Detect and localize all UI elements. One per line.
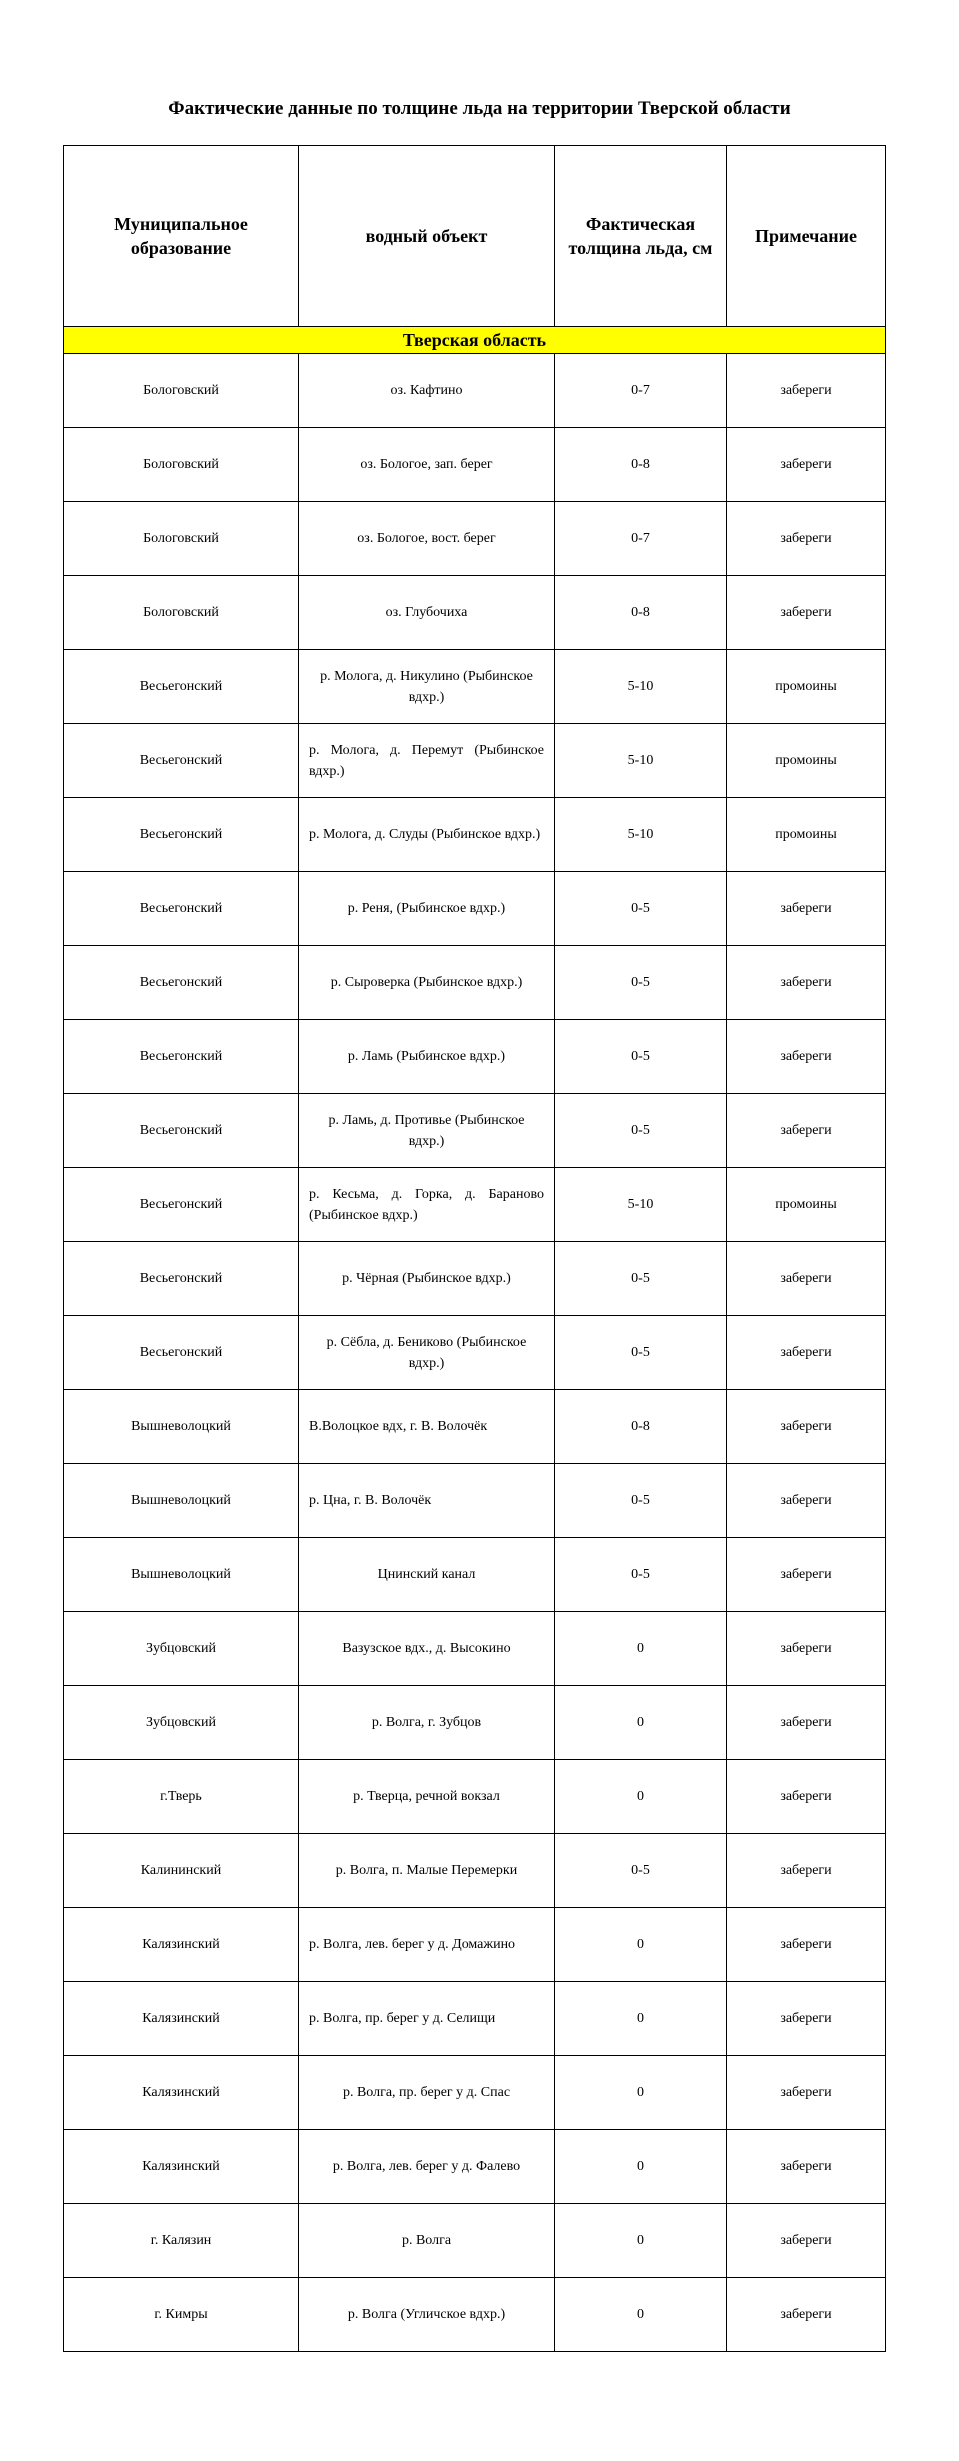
- water-body-text: р. Волга, пр. берег у д. Спас: [342, 2085, 511, 2100]
- water-body-cell: [299, 872, 555, 946]
- thickness-cell: 5-10: [555, 650, 727, 724]
- water-body-text: р. Волга, лев. берег у д. Фалево: [332, 2159, 521, 2174]
- thickness-cell: 5-10: [555, 798, 727, 872]
- municipality-cell: Бологовский: [64, 502, 299, 576]
- water-body-cell: [299, 354, 555, 428]
- water-body-text: р. Тверца, речной вокзал: [353, 1789, 500, 1804]
- header-water-body: водный объект: [299, 146, 555, 327]
- water-body-cell: [299, 1242, 555, 1316]
- table-row: [64, 1316, 886, 1390]
- table-row: [64, 502, 886, 576]
- table-row: [64, 2056, 886, 2130]
- water-body-text: Вазузское вдх., д. Высокино: [342, 1641, 511, 1656]
- municipality-cell: г.Тверь: [64, 1760, 299, 1834]
- municipality-cell: Калязинский: [64, 1982, 299, 2056]
- thickness-cell: 5-10: [555, 724, 727, 798]
- document-title: Фактические данные по толщине льда на территории Тверской области: [168, 98, 791, 119]
- note-cell: забереги: [727, 502, 886, 576]
- note-cell: забереги: [727, 1316, 886, 1390]
- water-body-cell: [299, 428, 555, 502]
- water-body-cell: [299, 1686, 555, 1760]
- municipality-cell: Вышневолоцкий: [64, 1390, 299, 1464]
- water-body-text: Цнинский канал: [377, 1567, 476, 1582]
- water-body-cell: [299, 946, 555, 1020]
- note-cell: забереги: [727, 872, 886, 946]
- thickness-cell: 0-5: [555, 1464, 727, 1538]
- municipality-cell: Весьегонский: [64, 724, 299, 798]
- water-body-text: р. Ламь (Рыбинское вдхр.): [347, 1049, 506, 1064]
- municipality-cell: Весьегонский: [64, 1316, 299, 1390]
- water-body-text: р. Волга (Угличское вдхр.): [347, 2307, 506, 2322]
- municipality-cell: Зубцовский: [64, 1686, 299, 1760]
- municipality-cell: Весьегонский: [64, 650, 299, 724]
- water-body-text: р. Молога, д. Перемут (Рыбинское вдхр.): [309, 742, 544, 779]
- municipality-cell: Весьегонский: [64, 1094, 299, 1168]
- table-row: [64, 1242, 886, 1316]
- note-cell: забереги: [727, 1686, 886, 1760]
- municipality-cell: Весьегонский: [64, 1020, 299, 1094]
- note-cell: забереги: [727, 946, 886, 1020]
- water-body-cell: [299, 1390, 555, 1464]
- municipality-cell: Калязинский: [64, 2056, 299, 2130]
- thickness-cell: 0-5: [555, 1242, 727, 1316]
- water-body-cell: [299, 576, 555, 650]
- table-row: [64, 1020, 886, 1094]
- table-row: [64, 1760, 886, 1834]
- note-cell: промоины: [727, 724, 886, 798]
- water-body-text: оз. Кафтино: [390, 383, 463, 398]
- thickness-cell: 0: [555, 1612, 727, 1686]
- thickness-cell: 0-5: [555, 946, 727, 1020]
- water-body-text: р. Ламь, д. Противье (Рыбинское вдхр.): [328, 1112, 525, 1149]
- note-cell: забереги: [727, 1464, 886, 1538]
- thickness-cell: 0: [555, 2056, 727, 2130]
- municipality-cell: Бологовский: [64, 576, 299, 650]
- water-body-cell: [299, 1316, 555, 1390]
- municipality-cell: Калязинский: [64, 1908, 299, 1982]
- thickness-cell: 0-8: [555, 428, 727, 502]
- note-cell: забереги: [727, 1982, 886, 2056]
- water-body-cell: [299, 2278, 555, 2352]
- table-row: [64, 2278, 886, 2352]
- thickness-cell: 0-7: [555, 354, 727, 428]
- table-row: [64, 576, 886, 650]
- note-cell: забереги: [727, 1834, 886, 1908]
- thickness-cell: 0: [555, 2130, 727, 2204]
- table-row: [64, 354, 886, 428]
- municipality-cell: Вышневолоцкий: [64, 1464, 299, 1538]
- table-row: [64, 1982, 886, 2056]
- water-body-cell: [299, 1908, 555, 1982]
- note-cell: забереги: [727, 1760, 886, 1834]
- water-body-text: р. Волга, пр. берег у д. Селищи: [309, 2011, 496, 2026]
- note-cell: забереги: [727, 1612, 886, 1686]
- table-header-row: [64, 146, 886, 327]
- thickness-cell: 0-8: [555, 1390, 727, 1464]
- ice-thickness-table: [63, 145, 886, 2352]
- note-cell: забереги: [727, 1908, 886, 1982]
- header-note: Примечание: [727, 146, 886, 327]
- thickness-cell: 0: [555, 2204, 727, 2278]
- municipality-cell: Зубцовский: [64, 1612, 299, 1686]
- note-cell: забереги: [727, 2056, 886, 2130]
- thickness-cell: 0-5: [555, 1316, 727, 1390]
- water-body-cell: [299, 1612, 555, 1686]
- water-body-cell: [299, 724, 555, 798]
- water-body-cell: [299, 1760, 555, 1834]
- header-municipality: Муниципальное образование: [64, 146, 299, 327]
- municipality-cell: Калязинский: [64, 2130, 299, 2204]
- water-body-cell: [299, 1982, 555, 2056]
- header-thickness: Фактическая толщина льда, см: [555, 146, 727, 327]
- water-body-cell: [299, 1464, 555, 1538]
- water-body-cell: [299, 1020, 555, 1094]
- table-row: [64, 1464, 886, 1538]
- municipality-cell: Весьегонский: [64, 798, 299, 872]
- table-row: [64, 798, 886, 872]
- thickness-cell: 5-10: [555, 1168, 727, 1242]
- region-label: Тверская область: [64, 327, 886, 354]
- thickness-cell: 0-5: [555, 1020, 727, 1094]
- table-row: [64, 1612, 886, 1686]
- water-body-cell: [299, 502, 555, 576]
- water-body-text: р. Кесьма, д. Горка, д. Бараново (Рыбинское вдхр.): [309, 1186, 544, 1223]
- thickness-cell: 0-5: [555, 1834, 727, 1908]
- municipality-cell: Весьегонский: [64, 1242, 299, 1316]
- table-row: [64, 2204, 886, 2278]
- water-body-text: р. Реня, (Рыбинское вдхр.): [347, 901, 506, 916]
- thickness-cell: 0-8: [555, 576, 727, 650]
- thickness-cell: 0: [555, 1908, 727, 1982]
- thickness-cell: 0: [555, 1982, 727, 2056]
- thickness-cell: 0-7: [555, 502, 727, 576]
- water-body-text: В.Волоцкое вдх, г. В. Волочёк: [309, 1419, 488, 1434]
- table-row: [64, 1908, 886, 1982]
- municipality-cell: Калининский: [64, 1834, 299, 1908]
- thickness-cell: 0-5: [555, 1538, 727, 1612]
- table-row: [64, 650, 886, 724]
- table-row: [64, 2130, 886, 2204]
- note-cell: забереги: [727, 1094, 886, 1168]
- note-cell: забереги: [727, 2204, 886, 2278]
- note-cell: забереги: [727, 428, 886, 502]
- municipality-cell: г. Кимры: [64, 2278, 299, 2352]
- note-cell: забереги: [727, 1020, 886, 1094]
- municipality-cell: Весьегонский: [64, 1168, 299, 1242]
- table-row: [64, 1094, 886, 1168]
- municipality-cell: Весьегонский: [64, 946, 299, 1020]
- water-body-cell: [299, 798, 555, 872]
- water-body-cell: [299, 2204, 555, 2278]
- thickness-cell: 0-5: [555, 872, 727, 946]
- note-cell: забереги: [727, 1538, 886, 1612]
- water-body-text: р. Волга, лев. берег у д. Домажино: [309, 1937, 516, 1952]
- thickness-cell: 0: [555, 1760, 727, 1834]
- water-body-cell: [299, 1168, 555, 1242]
- water-body-cell: [299, 650, 555, 724]
- water-body-text: р. Волга: [401, 2233, 452, 2248]
- thickness-cell: 0: [555, 1686, 727, 1760]
- note-cell: забереги: [727, 1390, 886, 1464]
- water-body-cell: [299, 1834, 555, 1908]
- thickness-cell: 0: [555, 2278, 727, 2352]
- note-cell: промоины: [727, 1168, 886, 1242]
- note-cell: забереги: [727, 2278, 886, 2352]
- water-body-text: р. Чёрная (Рыбинское вдхр.): [342, 1271, 511, 1286]
- municipality-cell: Бологовский: [64, 428, 299, 502]
- water-body-text: р. Волга, г. Зубцов: [371, 1715, 482, 1730]
- table-row: [64, 428, 886, 502]
- note-cell: забереги: [727, 354, 886, 428]
- water-body-text: оз. Бологое, зап. берег: [360, 457, 493, 472]
- water-body-text: р. Сёбла, д. Бениково (Рыбинское вдхр.): [326, 1334, 527, 1371]
- water-body-text: оз. Бологое, вост. берег: [357, 531, 496, 546]
- note-cell: забереги: [727, 576, 886, 650]
- water-body-cell: [299, 1538, 555, 1612]
- table-row: [64, 1168, 886, 1242]
- water-body-cell: [299, 2056, 555, 2130]
- table-row: [64, 946, 886, 1020]
- table-row: [64, 1834, 886, 1908]
- table-row: [64, 872, 886, 946]
- municipality-cell: Бологовский: [64, 354, 299, 428]
- water-body-cell: [299, 1094, 555, 1168]
- water-body-text: р. Молога, д. Слуды (Рыбинское вдхр.): [309, 827, 541, 842]
- thickness-cell: 0-5: [555, 1094, 727, 1168]
- region-row: [64, 327, 886, 354]
- note-cell: промоины: [727, 798, 886, 872]
- water-body-text: р. Цна, г. В. Волочёк: [309, 1493, 432, 1508]
- water-body-cell: [299, 2130, 555, 2204]
- water-body-text: р. Волга, п. Малые Перемерки: [335, 1863, 518, 1878]
- table-row: [64, 1538, 886, 1612]
- note-cell: промоины: [727, 650, 886, 724]
- municipality-cell: г. Калязин: [64, 2204, 299, 2278]
- table-row: [64, 1686, 886, 1760]
- municipality-cell: Вышневолоцкий: [64, 1538, 299, 1612]
- table-row: [64, 724, 886, 798]
- note-cell: забереги: [727, 1242, 886, 1316]
- water-body-text: оз. Глубочиха: [385, 605, 468, 620]
- table-row: [64, 1390, 886, 1464]
- municipality-cell: Весьегонский: [64, 872, 299, 946]
- water-body-text: р. Молога, д. Никулино (Рыбинское вдхр.): [320, 668, 533, 705]
- water-body-text: р. Сыроверка (Рыбинское вдхр.): [330, 975, 523, 990]
- note-cell: забереги: [727, 2130, 886, 2204]
